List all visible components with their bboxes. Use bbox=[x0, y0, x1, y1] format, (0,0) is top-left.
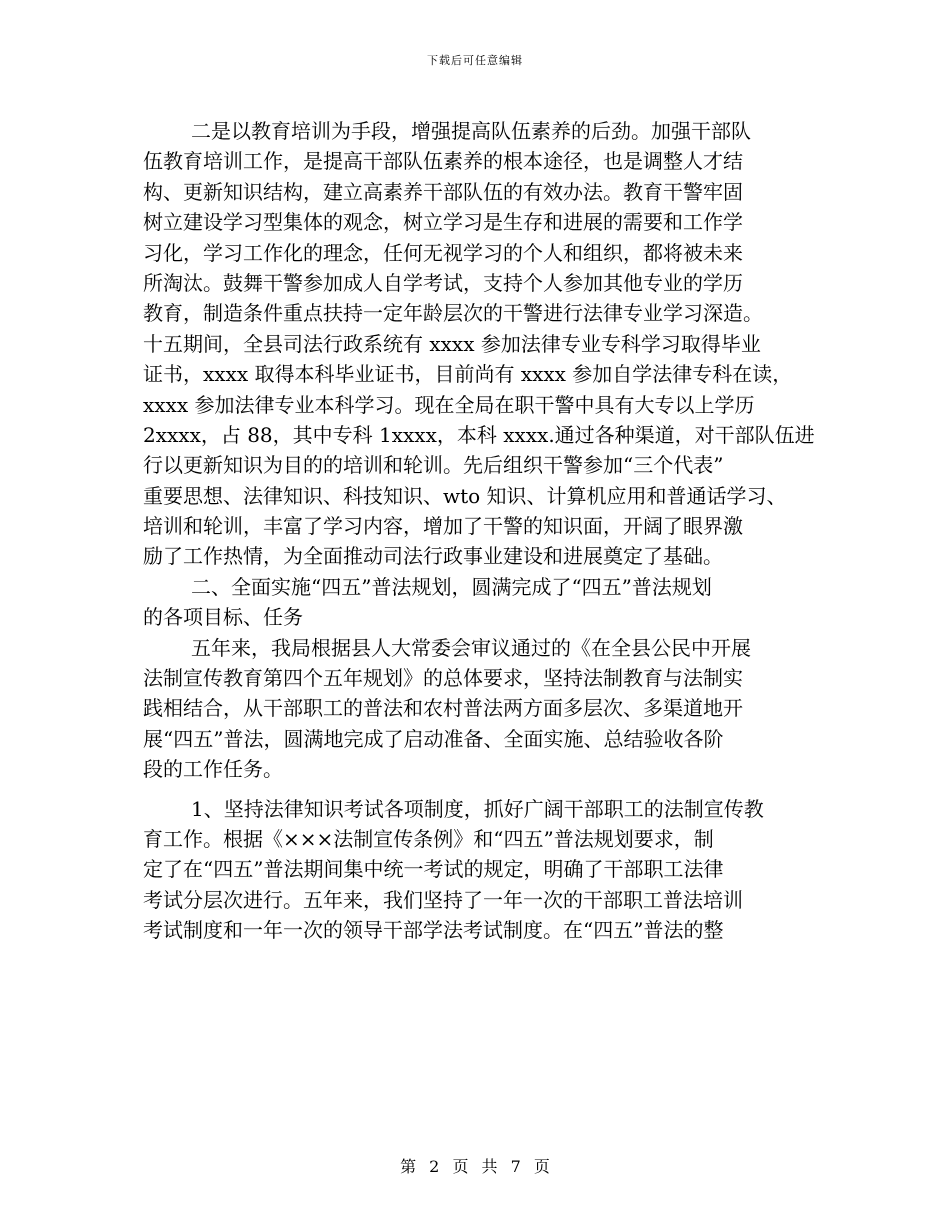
paragraph-line: 定了在“四五”普法期间集中统一考试的规定，明确了干部职工法律 bbox=[143, 857, 724, 882]
paragraph-line: 段的工作任务。 bbox=[143, 757, 283, 782]
paragraph-line: 法制宣传教育第四个五年规划》的总体要求，坚持法制教育与法制实 bbox=[143, 666, 743, 691]
paragraph-line: 1、坚持法律知识考试各项制度，抓好广阔干部职工的法制宣传教 bbox=[191, 796, 764, 821]
paragraph-line: 育工作。根据《×××法制宣传条例》和“四五”普法规划要求，制 bbox=[143, 826, 714, 851]
paragraph-line: 伍教育培训工作，是提高干部队伍素养的根本途径，也是调整人才结 bbox=[143, 149, 743, 174]
paragraph-line: 考试制度和一年一次的领导干部学法考试制度。在“四五”普法的整 bbox=[143, 918, 724, 943]
paragraph-line: 践相结合，从干部职工的普法和农村普法两方面多层次、多渠道地开 bbox=[143, 696, 743, 721]
page-header: 下载后可任意编辑 bbox=[427, 54, 523, 67]
paragraph-line: 树立建设学习型集体的观念，树立学习是生存和进展的需要和工作学 bbox=[143, 210, 743, 235]
paragraph-line: 十五期间，全县司法行政系统有 xxxx 参加法律专业专科学习取得毕业 bbox=[143, 331, 761, 356]
paragraph-line: 2xxxx，占 88，其中专科 1xxxx，本科 xxxx.通过各种渠道，对干部队伍进 bbox=[143, 422, 815, 447]
paragraph-line: xxxx 参加法律专业本科学习。现在全局在职干警中具有大专以上学历 bbox=[143, 392, 755, 417]
paragraph-line: 重要思想、法律知识、科技知识、wto 知识、计算机应用和普通话学习、 bbox=[143, 483, 787, 508]
section-heading-line: 二、全面实施“四五”普法规划，圆满完成了“四五”普法规划 bbox=[191, 574, 712, 599]
paragraph-line: 二是以教育培训为手段，增强提高队伍素养的后劲。加强干部队 bbox=[191, 119, 751, 143]
paragraph-line: 考试分层次进行。五年来，我们坚持了一年一次的干部职工普法培训 bbox=[143, 887, 743, 912]
paragraph-line: 展“四五”普法，圆满地完成了启动准备、全面实施、总结验收各阶 bbox=[143, 726, 724, 751]
document-body bbox=[143, 116, 823, 946]
paragraph-line: 证书，xxxx 取得本科毕业证书，目前尚有 xxxx 参加自学法律专科在读， bbox=[143, 362, 793, 387]
paragraph-line: 励了工作热情，为全面推动司法行政事业建设和进展奠定了基础。 bbox=[143, 544, 723, 569]
paragraph-line: 培训和轮训，丰富了学习内容，增加了干警的知识面，开阔了眼界激 bbox=[143, 514, 743, 539]
paragraph-line: 五年来，我局根据县人大常委会审议通过的《在全县公民中开展 bbox=[191, 635, 751, 660]
paragraph-line: 习化，学习工作化的理念，任何无视学习的个人和组织，都将被未来 bbox=[143, 240, 743, 265]
paragraph-line: 所淘汰。鼓舞干警参加成人自学考试，支持个人参加其他专业的学历 bbox=[143, 270, 743, 295]
paragraph-line: 教育，制造条件重点扶持一定年龄层次的干警进行法律专业学习深造。 bbox=[143, 301, 763, 326]
page-footer: 第 2 页 共 7 页 bbox=[400, 1157, 550, 1176]
paragraph-gap bbox=[143, 785, 823, 794]
paragraph-line: 构、更新知识结构，建立高素养干部队伍的有效办法。教育干警牢固 bbox=[143, 179, 743, 204]
paragraph-line: 行以更新知识为目的的培训和轮训。先后组织干警参加“三个代表” bbox=[143, 453, 724, 478]
section-heading-line: 的各项目标、任务 bbox=[143, 605, 303, 630]
